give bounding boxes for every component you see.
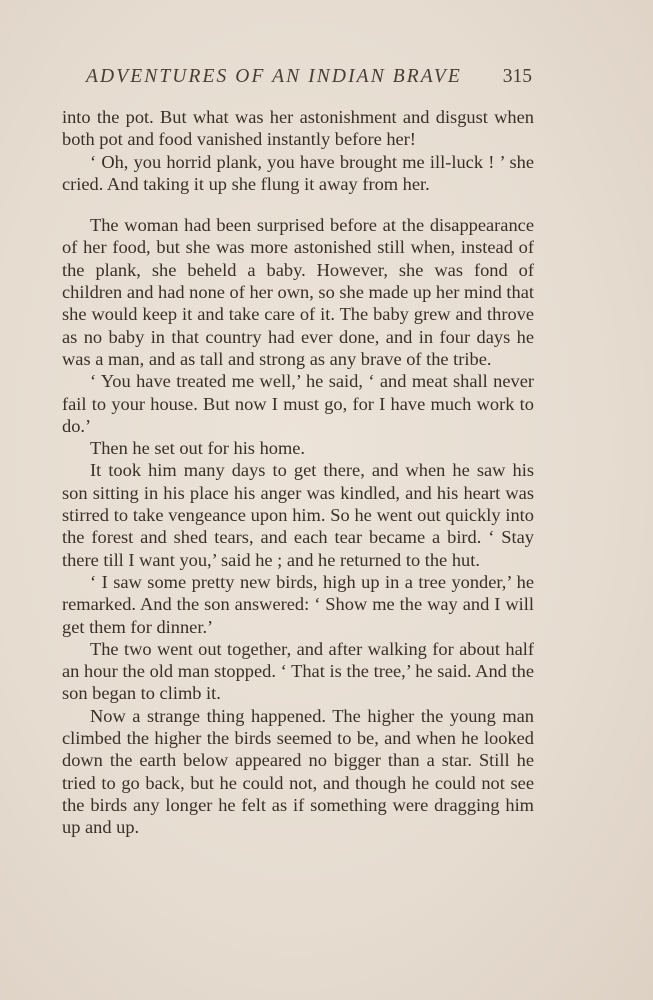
running-title: ADVENTURES OF AN INDIAN BRAVE	[86, 66, 462, 87]
page-number: 315	[502, 66, 532, 87]
paragraph: The two went out together, and after walking for about half an hour the old man stopped. ‘ That is the tree,’ he said. And the son began to climb it.	[62, 638, 534, 704]
paragraph: ‘ I saw some pretty new birds, high up in a tree yonder,’ he remarked. And the son answered: ‘ Show me the way and I will get them for dinner.’	[62, 571, 534, 637]
paragraph: Now a strange thing happened. The higher the young man climbed the higher the birds seemed to be, and when he looked down the earth below appeared no bigger than a star. Still he tried to go back, but he could not, and though he could not see the birds any longer he felt as if something were dragging him up and up.	[62, 705, 534, 838]
paragraph: ‘ You have treated me well,’ he said, ‘ and meat shall never fail to your house. But now I must go, for I have much work to do.’	[62, 371, 534, 436]
paragraph: ‘ Oh, you horrid plank, you have brought me ill-luck ! ’ she cried. And taking it up she flung it away from her.	[62, 151, 534, 194]
paragraph: It took him many days to get there, and when he saw his son sitting in his place his anger was kindled, and his heart was stirred to take vengeance upon him. So he went out quickly into the forest and shed tears, and each tear became a bird. ‘ Stay there till I want you,’ said he ; and he returned to the hut.	[62, 460, 534, 570]
paragraph: Then he set out for his home.	[90, 438, 306, 459]
paragraph: into the pot. But what was her astonishment and disgust when both pot and food vanished instantly before her!	[62, 107, 534, 150]
paragraph: The woman had been surprised before at the disappearance of her food, but she was more astonished still when, instead of the plank, she beheld a baby. However, she was fond of children and had none of her own, so she made up her mind that she would keep it and take care of it. The baby grew and throve as no baby in that country had ever done, and in four days he was a man, and as tall and strong as any brave of the tribe.	[62, 215, 534, 369]
page-header	[86, 66, 532, 94]
body-text	[62, 106, 534, 839]
